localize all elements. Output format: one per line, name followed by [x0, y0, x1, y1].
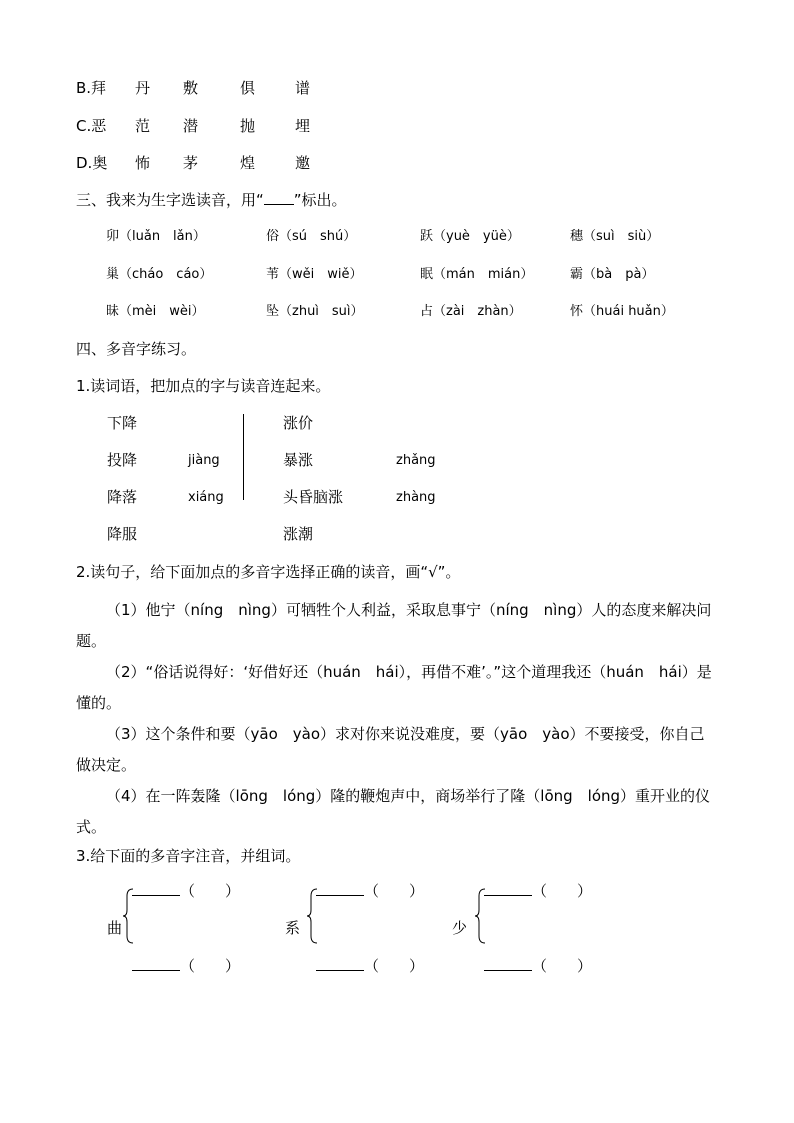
option-char: 怖	[135, 154, 151, 172]
option-char: 俱	[240, 79, 256, 97]
word-blank[interactable]	[132, 880, 180, 896]
option-char: 抛	[240, 117, 256, 135]
answer-line-bottom	[132, 955, 240, 976]
pinyin-paren: （ ）	[364, 957, 425, 975]
pinyin-paren: （ ）	[532, 882, 593, 900]
pinyin-choice: 跃（yuè yüè）	[420, 229, 520, 244]
option-char: 谱	[295, 79, 311, 97]
option-label: C.恶	[76, 117, 107, 135]
divider-line	[243, 414, 244, 500]
pinyin-choice: 坠（zhuì suì）	[266, 304, 364, 319]
answer-line-bottom	[484, 955, 592, 976]
polyphone-char: 少	[452, 919, 468, 937]
option-char: 丹	[135, 79, 151, 97]
q2-item-2: （2）“俗话说得好：‘好借好还（huán hái），再借不难’。”这个道理我还（huán hái）是懂的。	[76, 663, 712, 712]
pinyin-choice: 昧（mèi wèi）	[106, 304, 205, 319]
pinyin-choice: 俗（sú shú）	[266, 229, 357, 244]
word-item: 降落	[107, 488, 138, 506]
pinyin-option: zhǎng	[396, 453, 436, 468]
word-item: 涨潮	[283, 525, 314, 543]
answer-line-bottom	[316, 955, 424, 976]
option-char: 范	[135, 117, 151, 135]
word-item: 暴涨	[283, 451, 314, 469]
pinyin-option: zhàng	[396, 490, 436, 505]
word-item: 降服	[107, 525, 138, 543]
word-blank[interactable]	[316, 880, 364, 896]
polyphone-char: 曲	[107, 919, 123, 937]
pinyin-option: xiáng	[188, 490, 224, 505]
pinyin-choice: 卯（luǎn lǎn）	[106, 229, 206, 244]
option-char: 埋	[295, 117, 311, 135]
word-blank[interactable]	[484, 880, 532, 896]
left-brace-icon	[474, 888, 486, 944]
pinyin-choice: 穗（suì siù）	[570, 229, 660, 244]
q2-title: 2.读句子，给下面加点的多音字选择正确的读音，画“√”。	[76, 563, 461, 581]
pinyin-choice: 霸（bà pà）	[570, 267, 655, 282]
section-4-title: 四、多音字练习。	[76, 340, 197, 358]
option-char: 敷	[183, 79, 199, 97]
q2-item-4: （4）在一阵轰隆（lōng lóng）隆的鞭炮声中，商场举行了隆（lōng lóng）重开业的仪式。	[76, 787, 711, 836]
section-3-title-pre: 三、我来为生字选读音，用“	[76, 191, 264, 209]
option-char: 茅	[183, 154, 199, 172]
section-3-title-post: ”标出。	[293, 191, 347, 209]
word-blank[interactable]	[316, 955, 364, 971]
pinyin-option: jiàng	[188, 453, 220, 468]
option-label: B.拜	[76, 79, 107, 97]
pinyin-choice: 占（zài zhàn）	[420, 304, 522, 319]
answer-line-top	[484, 880, 592, 901]
word-item: 头昏脑涨	[283, 488, 344, 506]
pinyin-choice: 苇（wěi wiě）	[266, 267, 363, 282]
answer-blank	[264, 190, 294, 205]
polyphone-char: 系	[285, 919, 301, 937]
option-char: 邀	[295, 154, 311, 172]
left-brace-icon	[306, 888, 318, 944]
pinyin-choice: 眠（mán mián）	[420, 267, 534, 282]
q2-item-1: （1）他宁（níng nìng）可牺牲个人利益，采取息事宁（níng nìng）人的态度来解决问题。	[76, 601, 712, 650]
option-char: 煌	[240, 154, 256, 172]
answer-line-top	[132, 880, 240, 901]
pinyin-paren: （ ）	[180, 957, 241, 975]
word-blank[interactable]	[484, 955, 532, 971]
q3-title: 3.给下面的多音字注音，并组词。	[76, 847, 301, 865]
q1-title: 1.读词语，把加点的字与读音连起来。	[76, 377, 331, 395]
option-char: 潜	[183, 117, 199, 135]
word-item: 下降	[107, 414, 138, 432]
pinyin-choice: 怀（huái huǎn）	[570, 304, 674, 319]
pinyin-paren: （ ）	[180, 882, 241, 900]
option-label: D.奥	[76, 154, 108, 172]
pinyin-choice: 巢（cháo cáo）	[106, 267, 213, 282]
pinyin-paren: （ ）	[532, 957, 593, 975]
word-blank[interactable]	[132, 955, 180, 971]
word-item: 投降	[107, 451, 138, 469]
left-brace-icon	[122, 888, 134, 944]
answer-line-top	[316, 880, 424, 901]
section-3-title	[76, 190, 347, 210]
word-item: 涨价	[283, 414, 314, 432]
pinyin-paren: （ ）	[364, 882, 425, 900]
q2-item-3: （3）这个条件和要（yāo yào）求对你来说没难度，要（yāo yào）不要接受，你自己做决定。	[76, 725, 705, 774]
